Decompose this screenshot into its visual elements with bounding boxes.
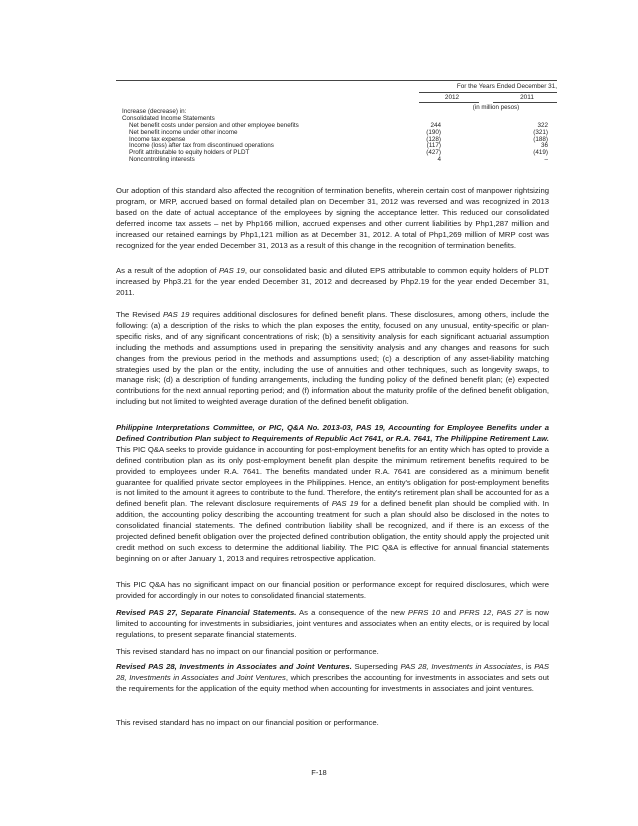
row-label: Increase (decrease) in: [122, 108, 187, 115]
period-header-rule [419, 92, 557, 93]
paragraph-pas28 [116, 662, 549, 695]
value-2012: (128) [426, 135, 441, 143]
table-row [116, 122, 557, 129]
table-row [116, 115, 557, 122]
paragraph-pas27-impact: This revised standard has no impact on our financial position or performance. [116, 647, 379, 656]
value-2011: (188) [533, 135, 548, 143]
section-heading: Revised PAS 28, Investments in Associates and Joint Ventures. [116, 662, 352, 671]
text-run: As a consequence of the new [296, 608, 408, 617]
text-run: As a result of the adoption of [116, 266, 219, 275]
italic-term: PAS 19 [218, 266, 245, 275]
text-run: , is [521, 662, 535, 671]
table-row [116, 142, 557, 149]
row-label: Consolidated Income Statements [122, 114, 215, 122]
year-rule-2012 [419, 102, 479, 103]
value-2012: 4 [437, 156, 441, 164]
year-header-2012: 2012 [444, 94, 460, 101]
text-run: is now limited to accounting for investments in subsidiaries, joint ventures and associates when an entity elects, or is required by local regulations, to present separate financial statements. [116, 608, 549, 639]
italic-term: PAS 28, Investments in Associates [400, 662, 522, 671]
table-top-rule [116, 80, 557, 81]
value-2011: 36 [540, 142, 548, 150]
row-label: Net benefit income under other income [129, 128, 238, 136]
value-2011: – [544, 156, 548, 164]
text-run: , which prescribes the accounting for investments in associates and sets out the requirements for the application of the equity method when accounting for investments in associates and joint ventures. [116, 672, 549, 693]
paragraph-pas28-impact: This revised standard has no impact on our financial position or performance. [116, 718, 379, 727]
value-2011: 322 [537, 121, 548, 129]
text-run: requires additional disclosures for defined benefit plans. These disclosures, among others, include the following: (a) a description of the risks to which the plan exposes the entity, focused on any unusual, entity-specific or plan-specific risks, and of any significant concentrations of risk; (b) a sensitivity analysis for each significant actuarial assumption including the methods and assumptions used in preparing the sensitivity analysis and any changes and reasons for such changes from the previous period in the methods and assumptions used; (c) a description of any asset-liability matching strategies used by the plan or the entity, including the use of annuities and other techniques, such as longevity swaps, to manage risk; (d) a description of funding arrangements, including the funding policy of the defined benefit plan; (e) expected contributions for the next annual reporting period; and (f) information about the maturity profile of the defined benefit obligation, including but not limited to weighted average duration of the defined benefit obligation. [116, 310, 550, 407]
italic-term: PFRS 12 [459, 608, 492, 617]
table-row [116, 156, 557, 163]
table-row [116, 108, 557, 115]
row-label: Income tax expense [129, 135, 186, 143]
paragraph-eps-impact [116, 266, 549, 299]
paragraph-pic-qa [116, 423, 549, 565]
page-number: F-18 [311, 768, 327, 777]
unit-label: (in million pesos) [472, 104, 520, 111]
row-label: Net benefit costs under pension and other employee benefits [129, 121, 299, 129]
value-2011: (419) [533, 149, 548, 157]
text-run: The Revised [116, 310, 163, 319]
row-label: Income (loss) after tax from discontinued operations [129, 142, 274, 150]
paragraph-pic-qa-impact: This PIC Q&A has no significant impact on our financial position or performance except for required disclosures, which were provided for accordingly in our notes to consolidated financial statements. [116, 580, 549, 600]
text-run: , [491, 608, 497, 617]
text-run: , our consolidated basic and diluted EPS attributable to common equity holders of PLDT increased by Php3.21 for the year ended December 31, 2012 and decreased by Php2.19 for the year ended December 31, 2011. [116, 266, 549, 297]
year-header-2011: 2011 [520, 94, 534, 101]
value-2012: (190) [426, 128, 441, 136]
table-row [116, 149, 557, 156]
paragraph-termination-benefits: Our adoption of this standard also affected the recognition of termination benefits, wherein certain cost of manpower rightsizing program, or MRP, accrued based on formal detailed plan on December 31, 2012 was reversed and was recognized in 2013 based on the date of actual acceptance of the employees by signing the acceptance letter. This reduced our consolidated deferred income tax assets – net by Php166 million, accrued expenses and other current liabilities by Php1,287 million and increased our retained earnings by Php1,121 million as at December 31, 2012. A total of Php1,269 million of MRP cost was recognized for the year ended December 31, 2013 as a result of this change in the recognition of termination benefits. [116, 186, 549, 250]
text-run: This PIC Q&A seeks to provide guidance in accounting for post-employment benefits for an entity which has opted to provide a defined contribution plan as its only post-employment benefit plan despite the minimum retirement benefits required to be provided to employees under R.A. 7641. The benefits mandated under R.A. 7641 are considered as a minimum benefit guarantee for qualified private sector employees in the Philippines. Hence, an entity's obligation for post-employment benefits is not limited to the amount it agrees to contribute to the fund. Therefore, the entity's retirement plan shall be accounted for as a defined benefit plan. The relevant disclosure requirements of [116, 444, 549, 509]
year-rule-2011 [493, 102, 557, 103]
section-heading: Philippine Interpretations Committee, or PIC, Q&A No. 2013-03, PAS 19, Accounting for Employee Benefits under a Defined Contribution Plan subject to Requirements of Republic Act 7641, or R.A. 7641, The Philippine Retirement Law. [116, 423, 549, 443]
text-run: for a defined benefit plan should be complied with. In addition, the accounting policy describing the accounting treatment for such a plan should also be disclosed in the notes to consolidated financial statements. The defined contribution liability shall be recognized, and if there is an excess of the projected defined benefit obligation over the projected defined contribution obligation, the entity should apply the projected unit credit method on such excess to determine the additional liability. The PIC Q&A is effective for annual financial statements beginning on or after January 1, 2013 and requires retrospective application. [116, 499, 549, 563]
section-heading: Revised PAS 27, Separate Financial Statements. [116, 608, 297, 617]
period-header: For the Years Ended December 31, [456, 83, 557, 90]
paragraph-pas27 [116, 608, 549, 641]
text-run: and [440, 608, 460, 617]
italic-term: PAS 19 [331, 499, 359, 509]
table-body [116, 108, 557, 163]
paragraph-revised-pas19-disclosures [116, 310, 549, 408]
value-2012: 244 [430, 121, 441, 129]
row-label: Noncontrolling interests [129, 156, 195, 164]
row-label: Profit attributable to equity holders of PLDT [129, 149, 250, 157]
value-2012: (427) [426, 149, 441, 157]
italic-term: PAS 19 [163, 310, 190, 319]
table-row [116, 136, 557, 143]
italic-term: PFRS 10 [407, 608, 441, 617]
value-2011: (321) [533, 128, 548, 136]
italic-term: PAS 27 [496, 608, 524, 617]
value-2012: (117) [426, 142, 441, 150]
italic-term: PAS 28, Investments in Associates and Joint Ventures [116, 662, 549, 682]
text-run: Superseding [351, 662, 401, 671]
table-row [116, 129, 557, 136]
